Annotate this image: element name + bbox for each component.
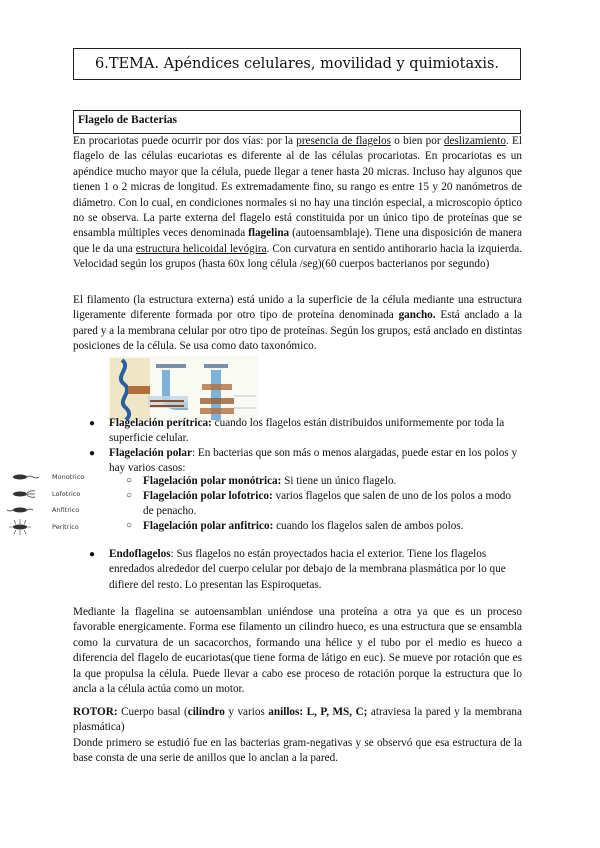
flagellation-types-figure xyxy=(4,470,88,538)
label-monotrico: Monotrico xyxy=(52,473,85,481)
section-heading: Flagelo de Bacterias xyxy=(73,110,521,134)
flagellum-structure-figure xyxy=(108,356,258,422)
link-presencia-flagelos: presencia de flagelos xyxy=(296,135,391,147)
paragraph-intro: En procariotas puede ocurrir por dos vías: por la presencia de flagelos o bien por deslizamiento. El flagelo de las células eucariotas es diferente al de las células procariotas. En procariotas es un apéndice mucho mayor que la célula, puede llegar a tener hasta 20 micras. Incluso hay algunos que tienen 1 o 2 micras de longitud. Es extremadamente fino, su rango es entre 15 y 20 nanómetros de diámetro. Con lo cual, en condiciones normales si no hay una tinción especial, a microscopio óptico no se observa. La parte externa del flagelo está constituida por un único tipo de proteínas que se ensambla múltiples veces denominada flagelina (autoensamblaje). Tiene una disposición de manera que le da una estructura helicoidal levógira. Con curvatura en sentido antihorario hacia la izquierda. Velocidad según los grupos (hasta 60x long célula /seg)(60 cuerpos bacterianos por segundo) xyxy=(73,135,522,271)
list-subitem-lofotrico: ○ Flagelación polar lofotrico: varios flagelos que salen de uno de los polos a modo de penacho. xyxy=(126,490,511,518)
list-item-polar: ● Flagelación polar: En bacterias que son más o menos alargadas, puede estar en los polos y hay varios casos: xyxy=(89,447,518,475)
list-subitem-monotrica: ○ Flagelación polar monótrica: Si tiene un único flagelo. xyxy=(126,475,397,487)
paragraph-rotor: ROTOR: Cuerpo basal (cilindro y varios anillos: L, P, MS, C; atraviesa la pared y la membrana plasmática) Donde primero se estudió fue en las bacterias gram-negativas y se observó que esa estructura de la base consta de una serie de anillos que lo anclan a la pared. xyxy=(73,706,522,765)
list-item-endoflagelos: ● Endoflagelos: Sus flagelos no están proyectados hacia el exterior. Tiene los flagelos enredados alrededor del cuerpo celular por debajo de la membrana plasmática por lo que difiere del resto. Lo presentan las Espiroquetas. xyxy=(89,548,506,591)
paragraph-filamento: El filamento (la estructura externa) está unido a la superficie de la célula mediante una estructura ligeramente diferente formada por otro tipo de proteína denominada gancho. Está anclado a la pared y a la membrana celular por otro tipo de proteínas. Según los grupos, está anclado en distintas posiciones de la célula. Se usa como dato taxonómico. xyxy=(73,294,522,353)
page-title: 6.TEMA. Apéndices celulares, movilidad y quimiotaxis. xyxy=(73,48,521,80)
list-item-peritrica: ● Flagelación perítrica: cuando los flagelos están distribuidos uniformemente por toda la superficie celular. xyxy=(89,417,505,445)
paragraph-flagelina: Mediante la flagelina se autoensamblan uniéndose una proteína a otra ya que es un proceso favorable energicamente. Forma ese filamento un cilindro hueco, es una estructura que se ensambla como la curvatura de un sacacorchos, formando una hélice y el tubo por el medio es hueco a diferencia del flagelo de eucariotas(que tiene forma de látigo en euc). Se mueve por rotación que es la que propulsa la célula. Puede llevar a cabo ese proceso de rotación porque la estructura que lo ancla a la célula actúa como un motor. xyxy=(73,606,522,696)
label-lofotrico: Lofotrico xyxy=(52,490,81,498)
label-peritrico: Peritrico xyxy=(52,523,79,531)
list-subitem-anfitrico: ○ Flagelación polar anfitrico: cuando los flagelos salen de ambos polos. xyxy=(126,520,464,532)
label-anfitrico: Anfitrico xyxy=(52,506,80,514)
